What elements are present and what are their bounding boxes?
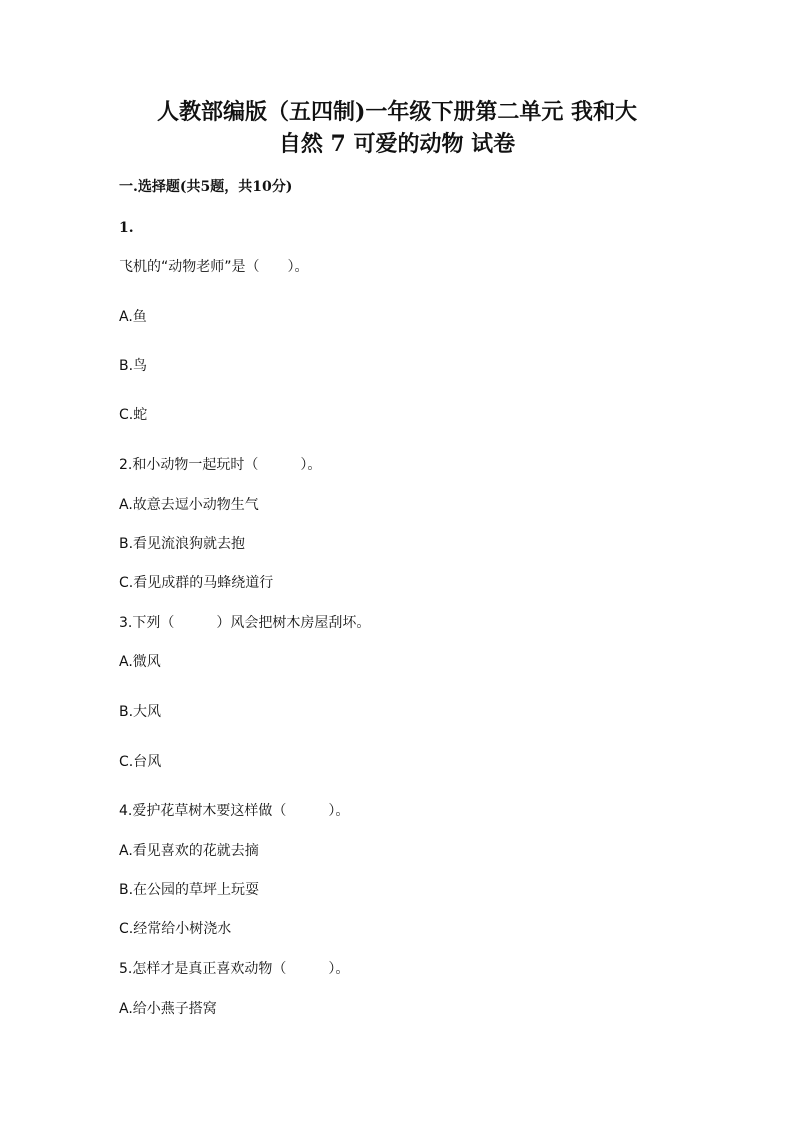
question-3-stem: 下列（ ）风会把树木房屋刮坏。 [132,615,371,631]
page-title-line-1: 人教部编版（五四制)一年级下册第二单元 我和大 [156,99,638,125]
question-3-option-b: B.大风 [119,704,162,720]
question-1-option-c: C.蛇 [119,407,148,423]
question-2-number: 2. [119,457,133,473]
question-2-option-a: A.故意去逗小动物生气 [119,497,259,513]
question-1-stem: 飞机的“动物老师”是（ ）。 [119,259,309,275]
question-5 [119,959,349,979]
question-4-option-a: A.看见喜欢的花就去摘 [119,843,259,859]
question-5-option-a: A.给小燕子搭窝 [119,1001,217,1017]
question-2-option-b: B.看见流浪狗就去抱 [119,536,246,552]
question-5-stem: 怎样才是真正喜欢动物（ ）。 [132,961,350,977]
section-heading: 一.选择题(共5题，共10分) [119,179,293,195]
question-3-option-c: C.台风 [119,754,162,770]
question-5-number: 5. [119,961,133,977]
question-4 [119,801,349,821]
question-4-option-b: B.在公园的草坪上玩耍 [119,882,260,898]
question-1-option-b: B.鸟 [119,358,148,374]
question-4-option-c: C.经常给小树浇水 [119,921,232,937]
question-3 [119,613,370,633]
question-1-number: 1. [119,220,134,236]
question-2-option-c: C.看见成群的马蜂绕道行 [119,575,274,591]
question-2 [119,455,321,475]
question-3-option-a: A.微风 [119,654,161,670]
question-2-stem: 和小动物一起玩时（ ）。 [132,457,322,473]
question-4-number: 4. [119,803,133,819]
question-1-option-a: A.鱼 [119,309,147,325]
page-title-line-2: 自然 7 可爱的动物 试卷 [278,131,516,157]
question-4-stem: 爱护花草树木要这样做（ ）。 [132,803,350,819]
question-3-number: 3. [119,615,133,631]
